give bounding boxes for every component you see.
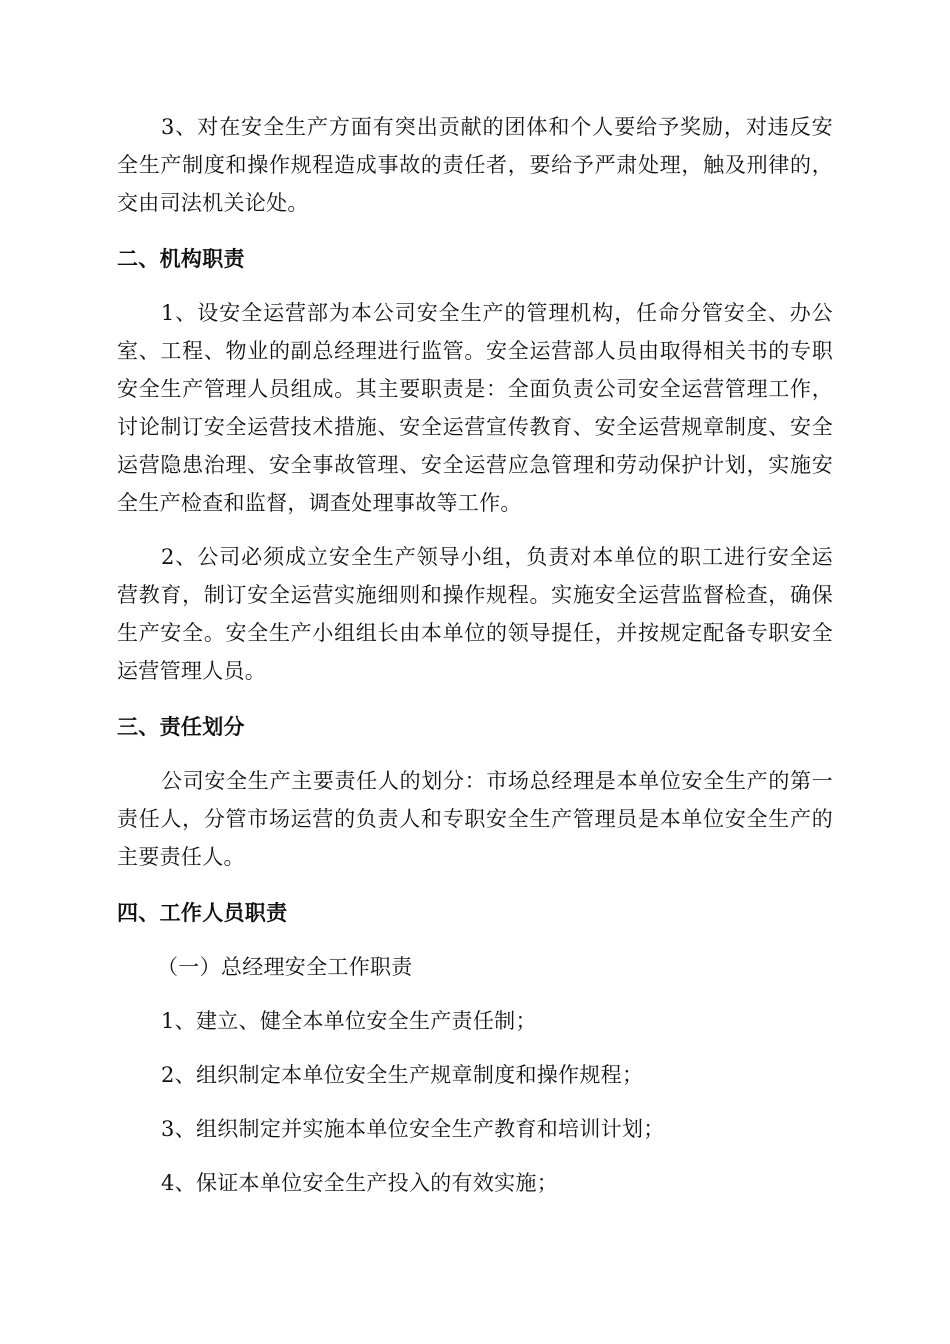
section-heading-responsibility-division: 三、责任划分 <box>117 715 245 739</box>
section-heading-staff-duties: 四、工作人员职责 <box>117 901 288 925</box>
paragraph-responsible-persons: 公司安全生产主要责任人的划分：市场总经理是本单位安全生产的第一责任人，分管市场运营的负责人和专职安全生产管理员是本单位安全生产的主要责任人。 <box>117 769 833 869</box>
list-item: 3、组织制定并实施本单位安全生产教育和培训计划； <box>161 1117 665 1141</box>
section-heading-organization-duties: 二、机构职责 <box>117 247 245 271</box>
paragraph-reward-punishment: 3、对在安全生产方面有突出贡献的团体和个人要给予奖励，对违反安全生产制度和操作规程造成事故的责任者，要给予严肃处理，触及刑律的，交由司法机关论处。 <box>117 115 833 215</box>
paragraph-leadership-group: 2、公司必须成立安全生产领导小组，负责对本单位的职工进行安全运营教育，制订安全运营实施细则和操作规程。实施安全运营监督检查，确保生产安全。安全生产小组组长由本单位的领导提任，并按规定配备专职安全运营管理人员。 <box>117 545 833 683</box>
list-item: 2、组织制定本单位安全生产规章制度和操作规程； <box>161 1063 644 1087</box>
paragraph-safety-department: 1、设安全运营部为本公司安全生产的管理机构，任命分管安全、办公室、工程、物业的副总经理进行监管。安全运营部人员由取得相关书的专职安全生产管理人员组成。其主要职责是：全面负责公司安全运营管理工作，讨论制订安全运营技术措施、安全运营宣传教育、安全运营规章制度、安全运营隐患治理、安全事故管理、安全运营应急管理和劳动保护计划，实施安全生产检查和监督，调查处理事故等工作。 <box>117 301 833 515</box>
list-item: 4、保证本单位安全生产投入的有效实施； <box>161 1171 559 1195</box>
document-page <box>117 108 833 1202</box>
subheading-general-manager-duties: （一）总经理安全工作职责 <box>157 955 413 979</box>
list-item: 1、建立、健全本单位安全生产责任制； <box>161 1009 537 1033</box>
